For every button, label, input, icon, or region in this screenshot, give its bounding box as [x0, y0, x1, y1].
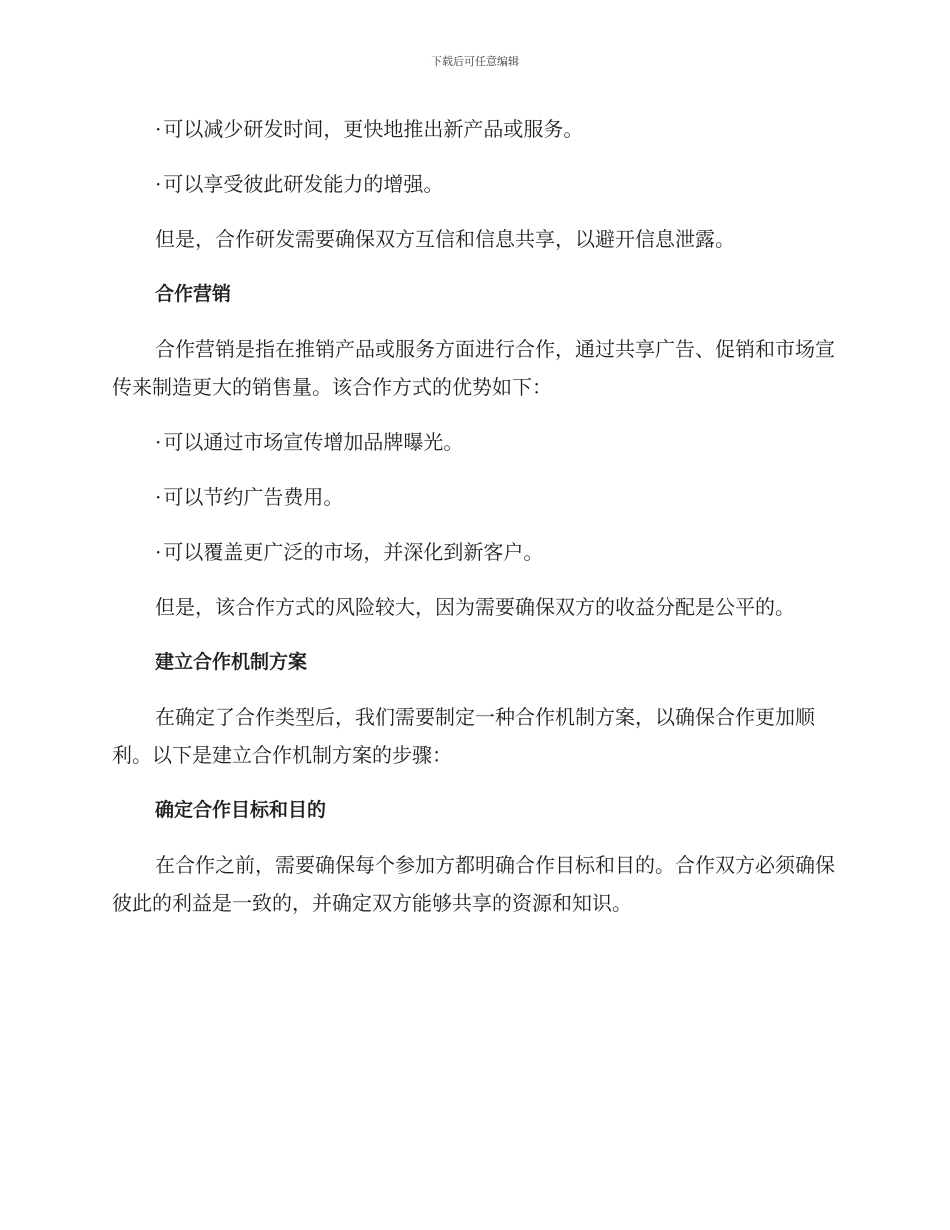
section-heading: 确定合作目标和目的	[155, 799, 327, 821]
paragraph: 但是，合作研发需要确保双方互信和信息共享，以避开信息泄露。	[155, 227, 735, 251]
paragraph: 在确定了合作类型后，我们需要制定一种合作机制方案，以确保合作更加顺利。以下是建立合作机制方案的步骤：	[112, 705, 815, 767]
bullet-dot: ·	[155, 172, 162, 196]
bullet-text: 可以享受彼此研发能力的增强。	[163, 172, 444, 196]
paragraph: 在合作之前，需要确保每个参加方都明确合作目标和目的。合作双方必须确保彼此的利益是一致的，并确定双方能够共享的资源和知识。	[112, 853, 835, 915]
paragraph: 合作营销是指在推销产品或服务方面进行合作，通过共享广告、促销和市场宣传来制造更大的销售量。该合作方式的优势如下：	[112, 337, 835, 399]
bullet-item	[112, 165, 842, 203]
bullet-item	[112, 478, 842, 516]
bullet-text: 可以通过市场宣传增加品牌曝光。	[163, 430, 464, 454]
bullet-item	[112, 110, 842, 148]
bullet-text: 可以覆盖更广泛的市场，并深化到新客户。	[163, 540, 544, 564]
bullet-dot: ·	[155, 117, 162, 141]
bullet-dot: ·	[155, 485, 162, 509]
page-header	[0, 54, 950, 70]
bullet-text: 可以节约广告费用。	[163, 485, 344, 509]
bullet-text: 可以减少研发时间，更快地推出新产品或服务。	[163, 117, 584, 141]
header-text: 下载后可任意编辑	[431, 55, 519, 68]
document-body	[112, 110, 842, 939]
bullet-item	[112, 423, 842, 461]
bullet-dot: ·	[155, 430, 162, 454]
bullet-dot: ·	[155, 540, 162, 564]
section-heading: 建立合作机制方案	[155, 651, 308, 673]
bullet-item	[112, 533, 842, 571]
section-heading: 合作营销	[155, 283, 232, 305]
paragraph: 但是，该合作方式的风险较大，因为需要确保双方的收益分配是公平的。	[155, 595, 795, 619]
